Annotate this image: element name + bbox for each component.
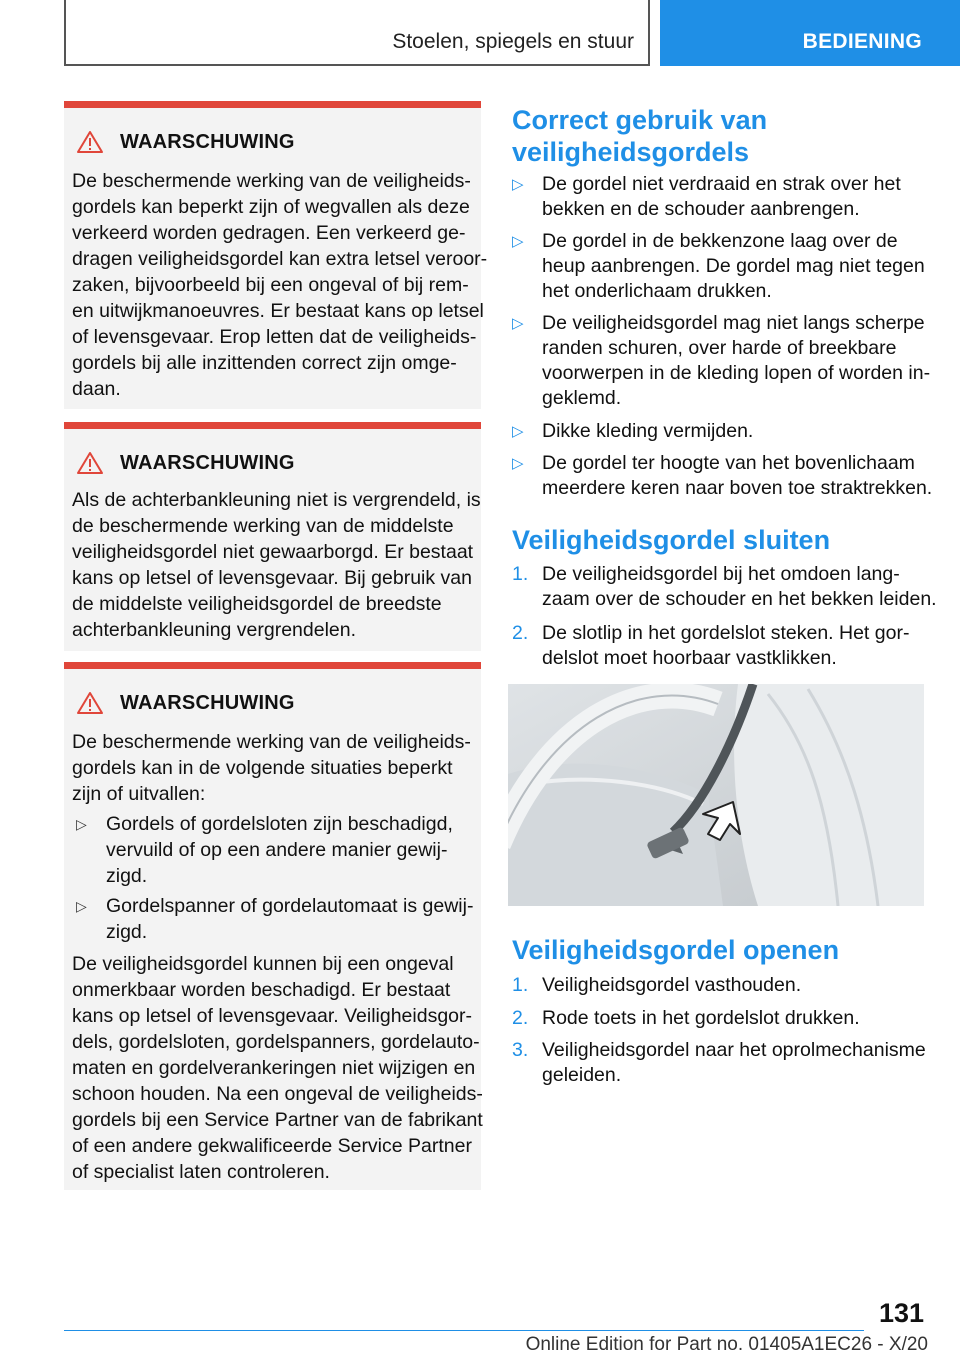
header-frame: [64, 0, 650, 66]
warning-title: WAARSCHUWING: [120, 451, 295, 474]
heading-correct-use: Correct gebruik van veiligheidsgordels: [512, 105, 768, 167]
warning-heading: [76, 452, 295, 474]
bullet-marker-icon: ▷: [512, 233, 524, 250]
bullet-marker-icon: ▷: [512, 315, 524, 332]
warning-outro: De veiligheidsgordel kunnen bij een ongeval onmerkbaar worden beschadigd. Er bestaat kans op letsel of levensgevaar. Veiligheidsgor- dels, gordelsloten, gordelspanners, gordelauto- maten en gordelverankeringen niet wijzigen en schoon houden. Na een ongeval de veiligheids- gordels bij een Service Partner van de fabrikant of een andere gekwalificeerde Service Partner of specialist laten controleren.: [72, 953, 483, 1183]
warning-intro: De beschermende werking van de veiligheids- gordels kan in de volgende situaties beperkt zijn of uitvallen:: [72, 731, 471, 805]
section-title: Stoelen, spiegels en stuur: [392, 30, 634, 53]
bullet-marker-icon: ▷: [512, 455, 524, 472]
warning-title: WAARSCHUWING: [120, 130, 295, 153]
chapter-tab[interactable]: [660, 0, 960, 66]
heading-fasten: Veiligheidsgordel sluiten: [512, 525, 831, 555]
warning-heading: [76, 131, 295, 153]
bullet-marker-icon: ▷: [76, 898, 87, 914]
warning-heading: [76, 692, 295, 714]
warning-title: WAARSCHUWING: [120, 691, 295, 714]
bullet-marker-icon: ▷: [76, 816, 87, 832]
warning-box-3: WAARSCHUWING De beschermende werking van de veiligheids- gordels kan in de volgende situaties beperkt zijn of uitvallen: ▷ Gordels of gordelsloten zijn beschadigd, vervuild of op een andere manier gewij- zigd. ▷ Gordelspanner of gordelautomaat is gewij- zigd. De veiligheidsgordel kunnen bij een ongeval onmerkbaar worden beschadigd. Er bestaat kans op letsel of levensgevaar. Veiligheidsgor- dels, gordelsloten, gordelspanners, gordelauto- maten en gordelverankeringen niet wijzigen en schoon houden. Na een ongeval de veiligheids- gordels bij een Service Partner van de fabrikant of een andere gekwalificeerde Service Partner of specialist laten controleren.: [64, 662, 481, 1190]
warning-text: De beschermende werking van de veiligheids- gordels kan beperkt zijn of wegvallen als deze verkeerd worden gedragen. Een verkeerd ge- dragen veiligheidsgordel kan extra letsel veroor- zaken, bijvoorbeeld bij een ongeval of bij rem- en uitwijkmanoeuvres. Er bestaat kans op letsel of levensgevaar. Erop letten dat de veiligheids- gordels bij alle inzittenden correct zijn omge- daan.: [72, 170, 488, 400]
warning-triangle-icon: [76, 130, 104, 154]
warning-box-2: [64, 422, 481, 651]
page-number: 131: [878, 1298, 924, 1328]
chapter-tab-label: BEDIENING: [802, 30, 922, 53]
heading-open: Veiligheidsgordel openen: [512, 935, 840, 965]
warning-triangle-icon: [76, 451, 104, 475]
seatbelt-buckle-illustration: [508, 684, 924, 906]
warning-text: Als de achterbankleuning niet is vergrendeld, is de beschermende werking van de middelste veiligheidsgordel niet gewaarborgd. Er bestaat kans op letsel of levensgevaar. Bij gebruik van de middelste veiligheidsgordel de breedste achterbankleuning vergrendelen.: [72, 489, 481, 641]
bullet-marker-icon: ▷: [512, 176, 524, 193]
warning-triangle-icon: [76, 691, 104, 715]
warning-box-1: [64, 101, 488, 409]
footer-edition[interactable]: Online Edition for Part no. 01405A1EC26 - X/20: [525, 1334, 928, 1355]
bullet-marker-icon: ▷: [512, 423, 524, 440]
footer-divider: [64, 1330, 864, 1331]
